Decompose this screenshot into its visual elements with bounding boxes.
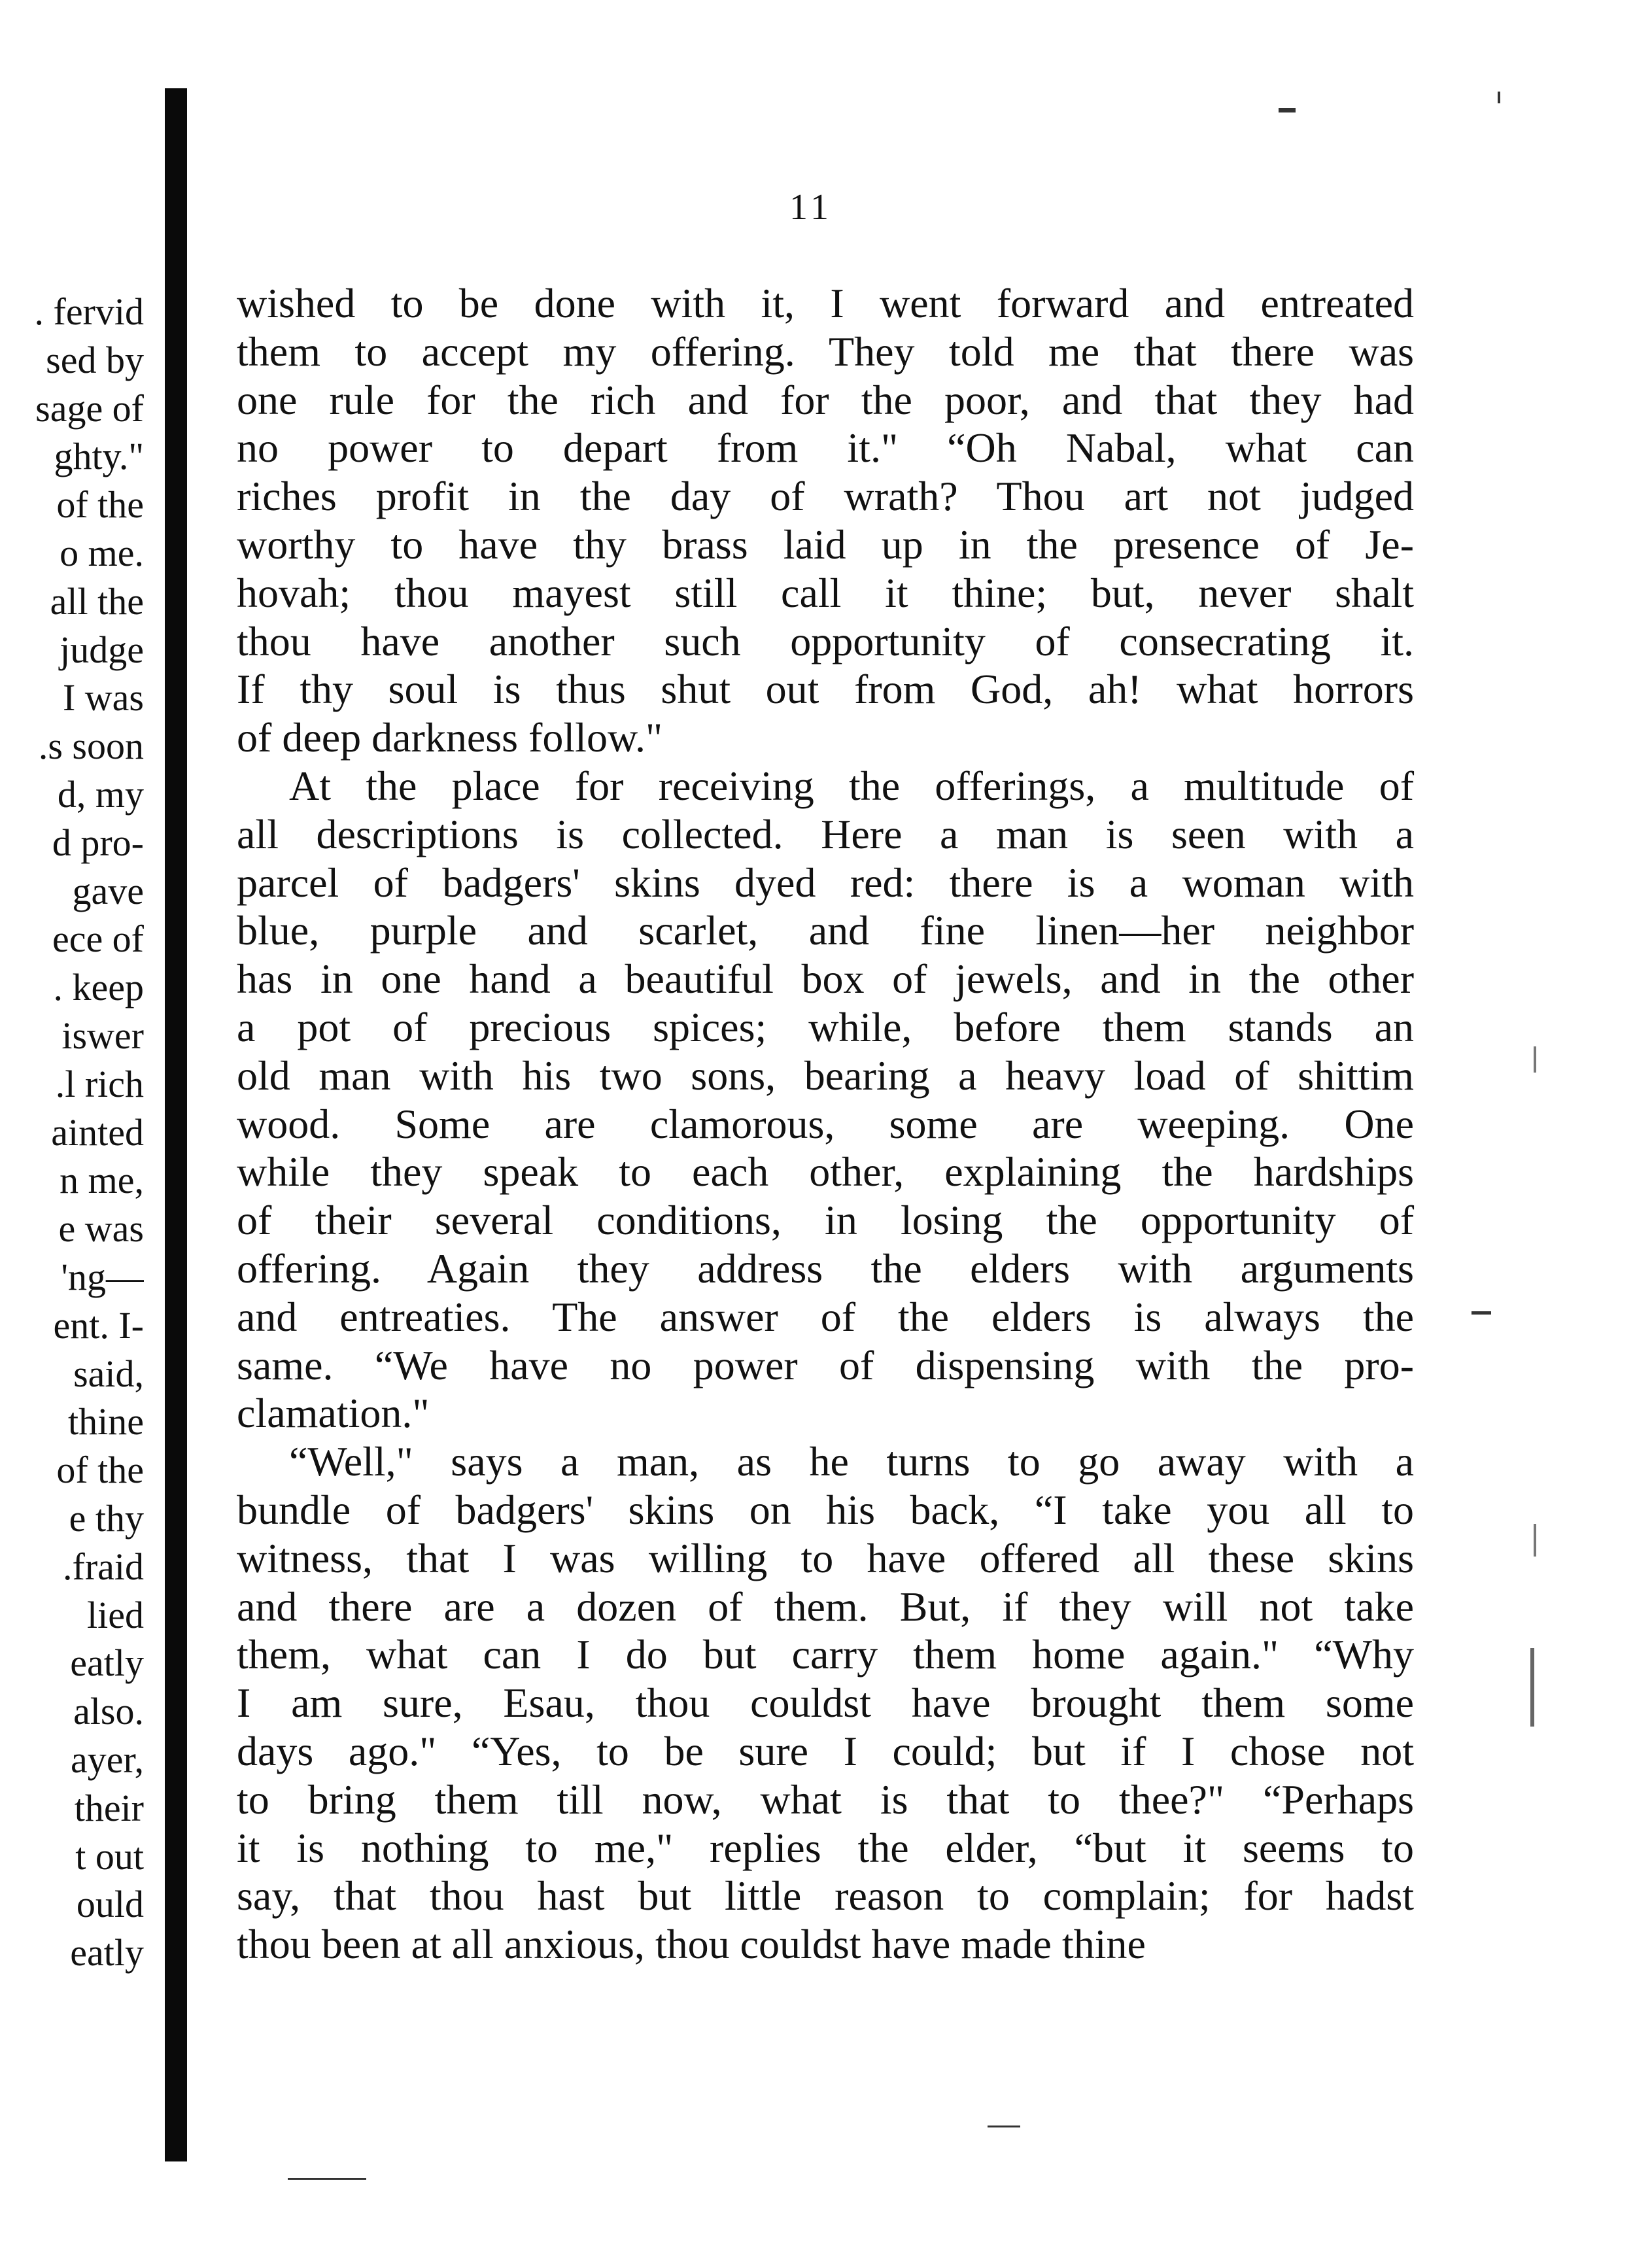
text-line: them to accept my offering. They told me that there was — [237, 328, 1414, 375]
text-line: has in one hand a beautiful box of jewels, and in the other — [237, 955, 1414, 1003]
text-line: one rule for the rich and for the poor, and that they had — [237, 376, 1414, 423]
text-line: I am sure, Esau, thou couldst have brought them some — [237, 1679, 1414, 1727]
text-line: all descriptions is collected. Here a man is seen with a — [237, 810, 1414, 857]
text-line: to bring them till now, what is that to thee?" “Perhaps — [237, 1776, 1414, 1823]
facing-page-fragment: . fervid — [34, 290, 144, 333]
facing-page-fragment: t out — [75, 1834, 144, 1878]
text-line: “Well," says a man, as he turns to go away with a — [289, 1438, 1414, 1485]
text-line: wished to be done with it, I went forward and entreated — [237, 280, 1414, 326]
text-line: of their several conditions, in losing the opportunity of — [237, 1197, 1414, 1244]
text-line: At the place for receiving the offerings, a multitude of — [289, 762, 1414, 809]
facing-page-fragments — [0, 288, 144, 1977]
page-body-text — [237, 279, 1414, 1969]
facing-page-fragment: judge — [60, 628, 144, 671]
text-line: it is nothing to me," replies the elder, “but it seems to — [237, 1824, 1414, 1871]
text-line: while they speak to each other, explaining the hardships — [237, 1148, 1414, 1196]
text-line: thou been at all anxious, thou couldst have made thine — [237, 1921, 1146, 1968]
facing-page-fragment: sed by — [46, 338, 144, 381]
facing-page-fragment: d pro- — [52, 821, 144, 864]
text-line: worthy to have thy brass laid up in the presence of Je- — [237, 521, 1414, 568]
facing-page-fragment: sage of — [35, 387, 144, 430]
text-line: them, what can I do but carry them home again." “Why — [237, 1631, 1414, 1678]
text-line: days ago." “Yes, to be sure I could; but if I chose not — [237, 1727, 1414, 1774]
facing-page-fragment: e was — [58, 1207, 144, 1250]
facing-page-fragment: eatly — [70, 1642, 144, 1685]
facing-page-fragment: ent. I- — [53, 1303, 144, 1347]
text-line: witness, that I was willing to have offered all these skins — [237, 1534, 1414, 1581]
facing-page-fragment: .fraid — [63, 1545, 144, 1588]
facing-page-fragment: d, my — [57, 772, 144, 816]
text-line: say, that thou hast but little reason to complain; for hadst — [237, 1872, 1414, 1919]
text-line: wood. Some are clamorous, some are weeping. One — [237, 1100, 1414, 1147]
facing-page-fragment: ould — [76, 1883, 144, 1926]
facing-page-fragment: .l rich — [55, 1062, 144, 1105]
facing-page-fragment: ayer, — [71, 1738, 144, 1781]
text-line: If thy soul is thus shut out from God, ah! what horrors — [237, 666, 1414, 713]
binding-gutter — [165, 88, 187, 2161]
text-line: bundle of badgers' skins on his back, “I take you all to — [237, 1486, 1414, 1533]
facing-page-fragment: of the — [56, 1449, 144, 1492]
text-line: thou have another such opportunity of consecrating it. — [237, 617, 1414, 664]
text-line: and entreaties. The answer of the elders is always the — [237, 1293, 1414, 1340]
facing-page-fragment: o me. — [60, 531, 144, 574]
text-line: no power to depart from it." “Oh Nabal, what can — [237, 424, 1414, 472]
text-line: and there are a dozen of them. But, if they will not take — [237, 1583, 1414, 1630]
text-line: riches profit in the day of wrath? Thou art not judged — [237, 473, 1414, 520]
facing-page-fragment: ece of — [52, 918, 144, 961]
facing-page-fragment: n me, — [60, 1159, 144, 1202]
facing-page-fragment: their — [74, 1786, 144, 1829]
facing-page-fragment: . keep — [53, 966, 144, 1009]
facing-page-fragment: thine — [68, 1400, 144, 1443]
facing-page-fragment: e thy — [69, 1496, 144, 1540]
facing-page-fragment: I was — [62, 676, 144, 719]
page-number: 11 — [789, 187, 833, 228]
text-line: parcel of badgers' skins dyed red: there is a woman with — [237, 859, 1414, 906]
facing-page-fragment: ainted — [51, 1110, 144, 1154]
facing-page-fragment: said, — [73, 1352, 144, 1395]
text-line: a pot of precious spices; while, before them stands an — [237, 1003, 1414, 1050]
facing-page-fragment: ghty." — [54, 435, 144, 478]
text-line: offering. Again they address the elders with arguments — [237, 1245, 1414, 1292]
facing-page-fragment: also. — [73, 1690, 144, 1733]
facing-page-fragment: 'ng— — [61, 1255, 144, 1298]
text-line: clamation." — [237, 1390, 430, 1437]
facing-page-fragment: eatly — [70, 1931, 144, 1974]
facing-page-fragment: gave — [72, 869, 144, 912]
text-line: same. “We have no power of dispensing with the pro- — [237, 1341, 1414, 1388]
facing-page-fragment: .s soon — [38, 725, 144, 768]
text-line: blue, purple and scarlet, and fine linen—her neighbor — [237, 907, 1414, 954]
text-line: old man with his two sons, bearing a heavy load of shittim — [237, 1052, 1414, 1099]
facing-page-fragment: of the — [56, 483, 144, 526]
facing-page-fragment: lied — [87, 1593, 144, 1636]
text-line: hovah; thou mayest still call it thine; but, never shalt — [237, 569, 1414, 616]
facing-page-fragment: iswer — [61, 1014, 144, 1057]
text-line: of deep darkness follow." — [237, 714, 663, 761]
facing-page-fragment: all the — [50, 579, 144, 623]
